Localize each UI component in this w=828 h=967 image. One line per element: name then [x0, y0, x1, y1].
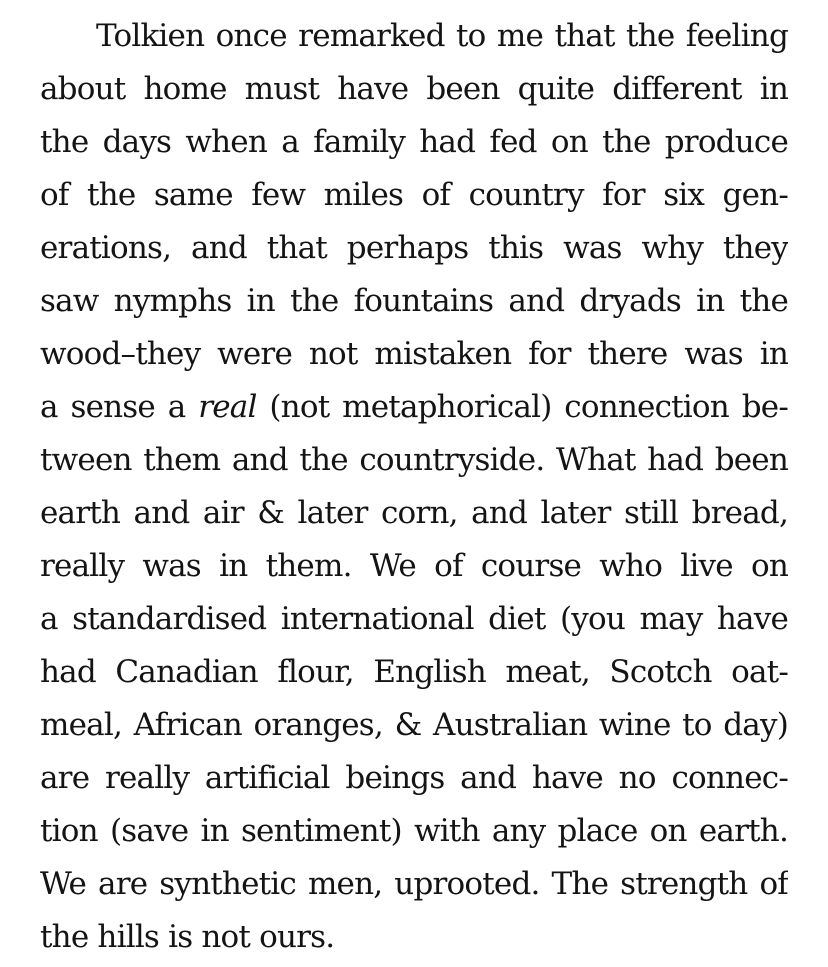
text-line: are really artificial beings and have no connec- [40, 760, 788, 796]
text-line: of the same few miles of country for six gen- [40, 177, 788, 213]
text-line: tween them and the countryside. What had been [40, 442, 788, 478]
text-line: really was in them. We of course who live on [40, 548, 788, 584]
text-line: the days when a family had fed on the produce [40, 124, 788, 160]
text-line: about home must have been quite different in [40, 71, 788, 107]
text-line: wood–they were not mistaken for there was in [40, 336, 788, 372]
text-line: the hills is not ours. [40, 919, 335, 955]
text-line: meal, African oranges, & Australian wine to day) [40, 707, 788, 743]
text-line: had Canadian flour, English meat, Scotch oat- [40, 654, 788, 690]
text-line: Tolkien once remarked to me that the feeling [96, 18, 788, 54]
text-line: a standardised international diet (you may have [40, 601, 788, 637]
text-line: saw nymphs in the fountains and dryads in the [40, 283, 788, 319]
text-line: tion (save in sentiment) with any place on earth. [40, 813, 788, 849]
text-line: earth and air & later corn, and later still bread, [40, 495, 788, 531]
text-line-with-emphasis [40, 381, 788, 434]
text-line: erations, and that perhaps this was why they [40, 230, 788, 266]
text-line: We are synthetic men, uprooted. The strength of [40, 866, 788, 902]
emphasized-word: real [198, 389, 257, 425]
text-segment: (not metaphorical) connection be- [256, 389, 788, 425]
text-segment: a sense a [40, 389, 199, 425]
quote-paragraph [40, 10, 788, 964]
